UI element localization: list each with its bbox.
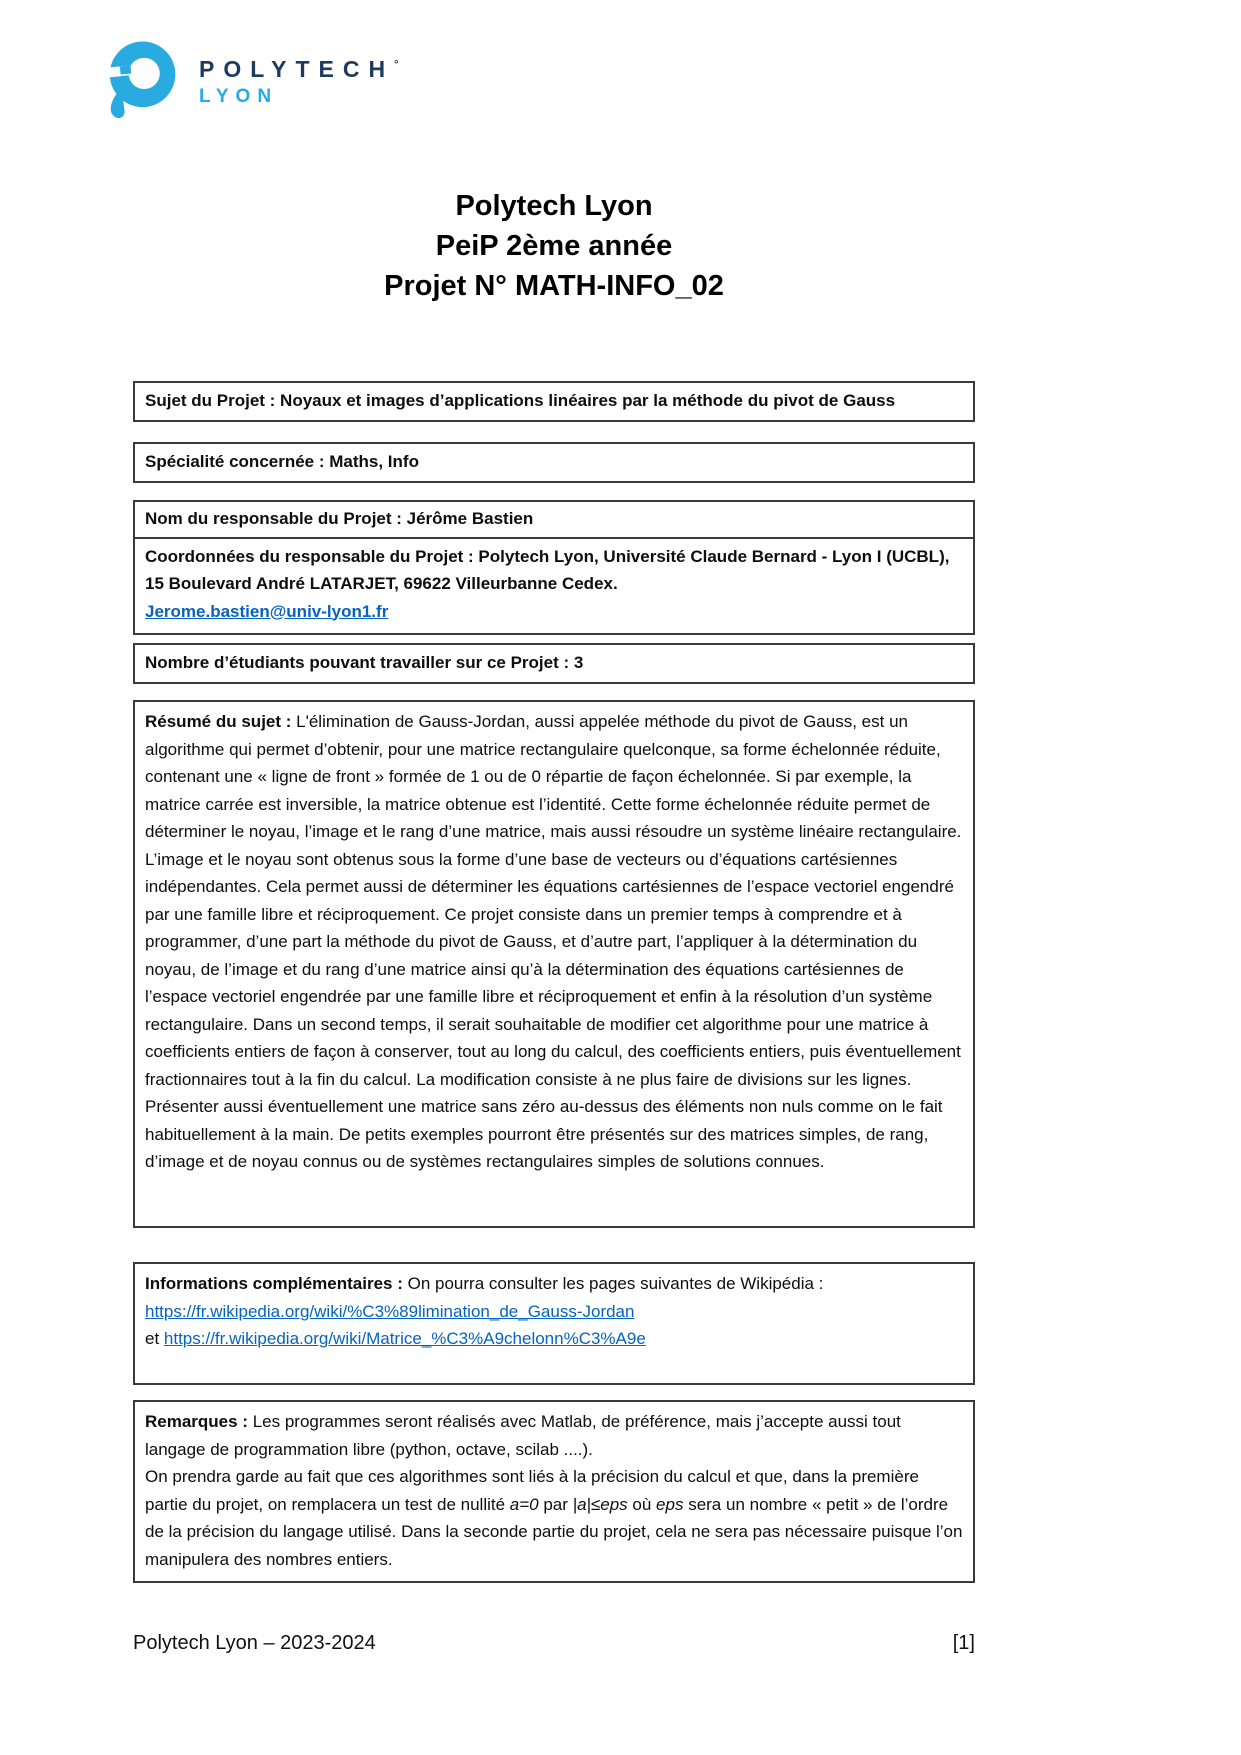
additional-info-label: Informations complémentaires : [145,1274,403,1293]
document-title [133,186,975,306]
wikipedia-link-gauss-jordan[interactable]: https://fr.wikipedia.org/wiki/%C3%89limination_de_Gauss-Jordan [145,1301,635,1321]
wikipedia-link-matrice-echelonnee[interactable]: https://fr.wikipedia.org/wiki/Matrice_%C3%A9chelonn%C3%A9e [163,1329,646,1348]
remarks-math-a0: a=0 [509,1494,539,1514]
students-count-box [133,643,975,684]
supervisor-contact-text: Coordonnées du responsable du Projet : Polytech Lyon, Université Claude Bernard - Lyon I (UCBL), 15 Boulevard André LATARJET, 69622 Villeurbanne Cedex. [145,546,950,593]
additional-info-box [133,1262,975,1385]
logo-wordmark [199,52,399,109]
students-count-text: Nombre d’étudiants pouvant travailler sur ce Projet : 3 [145,653,584,672]
polytech-logo-icon [95,38,177,122]
logo-brand-text: POLYTECH° [199,55,399,82]
title-line-school: Polytech Lyon [455,190,653,222]
supervisor-name-text: Nom du responsable du Projet : Jérôme Bastien [145,509,534,528]
abstract-text: L'élimination de Gauss-Jordan, aussi appelée méthode du pivot de Gauss, est un algorithme qui permet d’obtenir, pour une matrice rectangulaire quelconque, sa forme échelonnée réduite, contenant une « ligne de front » formée de 1 ou de 0 répartie de façon échelonnée. Si par exemple, la matrice carrée est inversible, la matrice obtenue est l’identité. Cette forme échelonnée réduite permet de déterminer le noyau, l’image et le rang d’une matrice, mais aussi résoudre un système linéaire rectangulaire. L’image et le noyau sont obtenus sous la forme d’une base de vecteurs ou d’équations cartésiennes indépendantes. Cela permet aussi de déterminer les équations cartésiennes de l’espace vectoriel engendré par une famille libre et réciproquement. Ce projet consiste dans un premier temps à comprendre et à programmer, d’une part la méthode du pivot de Gauss, et d’autre part, l’appliquer à la détermination du noyau, de l’image et du rang d’une matrice ainsi qu’à la détermination des équations cartésiennes de l’espace vectoriel engendrée par une famille libre et réciproquement et enfin à la résolution d’un système rectangulaire. Dans un second temps, il serait souhaitable de modifier cet algorithme pour une matrice à coefficients entiers de façon à conserver, tout au long du calcul, des coefficients entiers, puis éventuellement fractionnaires tout à la fin du calcul. La modification consiste à ne plus faire de divisions sur les lignes. Présenter aussi éventuellement une matrice sans zéro au-dessus des éléments non nuls comme on le fait habituellement à la main. De petits exemples pourront être présentés sur des matrices simples, de rang, d’image et de noyau connus ou de systèmes rectangulaires simples de solutions connues. [145,712,962,1171]
logo-city-text: LYON [199,85,279,107]
additional-info-intro: On pourra consulter les pages suivantes de Wikipédia : [402,1274,824,1293]
remarks-box [133,1400,975,1583]
subject-text: Sujet du Projet : Noyaux et images d’applications linéaires par la méthode du pivot de Gauss [145,391,896,410]
specialty-text: Spécialité concernée : Maths, Info [145,452,419,471]
title-line-project: Projet N° MATH-INFO_02 [384,270,724,302]
remarks-text-2d: sera un nombre « petit » de l’ordre de la précision du langage utilisé. Dans la seconde partie du projet, cela ne sera pas nécessaire puisque l’on manipulera des nombres entiers. [145,1494,963,1569]
registered-mark: ° [394,58,399,71]
title-line-year: PeiP 2ème année [435,230,673,262]
subject-box [133,381,975,422]
remarks-text-2c: où [627,1494,657,1514]
remarks-math-abs-eps: |a|≤eps [572,1494,628,1514]
abstract-label: Résumé du sujet : [145,712,292,731]
supervisor-name-row [135,502,973,539]
footer-school-year: Polytech Lyon – 2023-2024 [133,1632,376,1654]
remarks-label: Remarques : [145,1412,248,1431]
supervisor-box [133,500,975,635]
abstract-box [133,700,975,1228]
remarks-text-2a: On prendra garde au fait que ces algorithmes sont liés à la précision du calcul et que, dans la première partie du projet, on remplacera un test de nullité [145,1467,919,1514]
remarks-math-eps: eps [656,1494,684,1514]
polytech-logo [95,38,399,122]
supervisor-email-link[interactable]: Jerome.bastien@univ-lyon1.fr [145,601,389,621]
link-conjunction: et [145,1329,164,1348]
remarks-text-2b: par [538,1494,573,1514]
specialty-box [133,442,975,483]
remarks-text-1: Les programmes seront réalisés avec Matlab, de préférence, mais j’accepte aussi tout langage de programmation libre (python, octave, scilab ....). [145,1412,901,1459]
supervisor-contact-row [135,539,973,634]
page-footer [133,1632,975,1655]
footer-page-number: [1] [952,1632,975,1654]
